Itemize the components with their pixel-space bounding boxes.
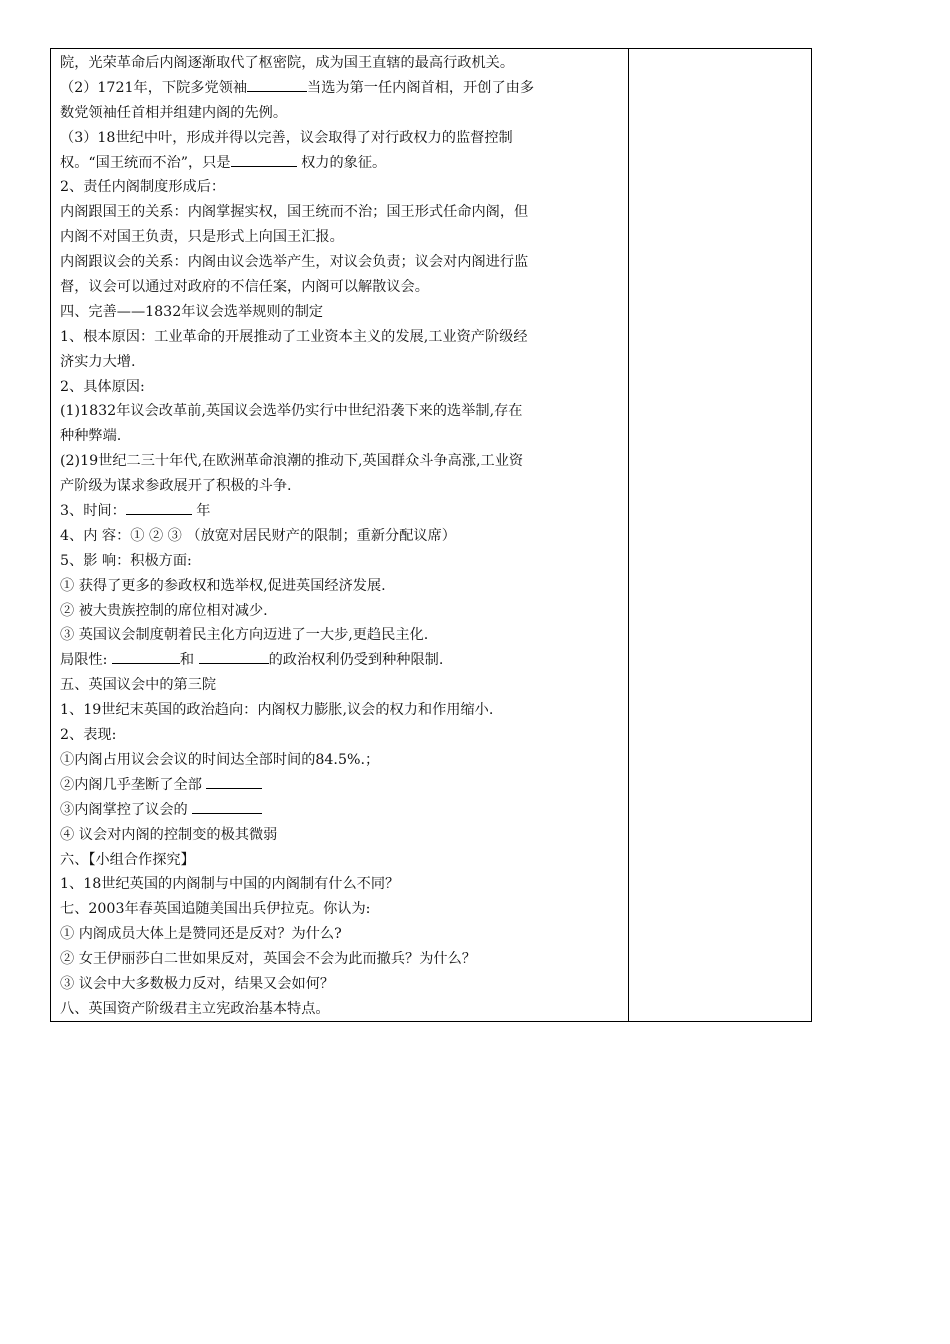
text-line: ① 获得了更多的参政权和选举权,促进英国经济发展. <box>60 577 386 594</box>
text-line: （2）1721年，下院多党领袖 当选为第一任内阁首相，开创了由多 <box>60 76 622 101</box>
text-line: ② 被大贵族控制的席位相对减少. <box>60 602 268 619</box>
content-column <box>51 49 629 1021</box>
fill-blank[interactable] <box>199 648 269 664</box>
text-line: ①内阁占用议会会议的时间达全部时间的84.5%.； <box>60 751 380 768</box>
text-line: 1、根本原因：工业革命的开展推动了工业资本主义的发展,工业资产阶级经 <box>60 328 528 345</box>
text-line: 督，议会可以通过对政府的不信任案，内阁可以解散议会。 <box>60 279 429 296</box>
worksheet-table <box>50 48 812 1022</box>
section-heading: 六、【小组合作探究】 <box>60 851 195 868</box>
text-line: 1、19世纪末英国的政治趋向：内阁权力膨胀,议会的权力和作用缩小. <box>60 702 494 719</box>
text-line: (2)19世纪二三十年代,在欧洲革命浪潮的推动下,英国群众斗争高涨,工业资 <box>60 453 524 470</box>
text-line: ④ 议会对内阁的控制变的极其微弱 <box>60 826 278 843</box>
text-line: 产阶级为谋求参政展开了积极的斗争. <box>60 478 292 495</box>
text-line: 3、时间： 年 <box>60 499 622 524</box>
text-line: 1、18世纪英国的内阁制与中国的内阁制有什么不同？ <box>60 876 400 893</box>
text-line: 院，光荣革命后内阁逐渐取代了枢密院，成为国王直辖的最高行政机关。 <box>60 55 515 71</box>
text-line: （3）18世纪中叶，形成并得以完善，议会取得了对行政权力的监督控制 <box>60 129 513 146</box>
fill-blank[interactable] <box>231 151 297 167</box>
text-line: (1)1832年议会改革前,英国议会选举仍实行中世纪沿袭下来的选举制,存在 <box>60 403 523 420</box>
notes-column <box>629 49 811 1021</box>
section-heading: 七、2003年春英国追随美国出兵伊拉克。你认为: <box>60 901 371 918</box>
text-line: 内阁跟国王的关系：内阁掌握实权，国王统而不治；国王形式任命内阁，但 <box>60 204 529 221</box>
fill-blank[interactable] <box>112 648 180 664</box>
text-line: 种种弊端. <box>60 428 122 445</box>
text-line: 4、内 容：① ② ③ （放宽对居民财产的限制；重新分配议席） <box>60 527 456 544</box>
text-line: 济实力大增. <box>60 353 136 370</box>
fill-blank[interactable] <box>206 773 262 789</box>
text-line: 权。“国王统而不治”，只是 权力的象征。 <box>60 151 622 176</box>
fill-blank[interactable] <box>247 76 307 92</box>
text-line: ③ 议会中大多数极力反对，结果又会如何？ <box>60 975 335 992</box>
text-line: 5、影 响：积极方面: <box>60 552 192 569</box>
text-line: 2、具体原因: <box>60 378 145 395</box>
text-line: 内阁跟议会的关系：内阁由议会选举产生，对议会负责；议会对内阁进行监 <box>60 254 529 271</box>
text-line: 2、责任内阁制度形成后： <box>60 179 226 196</box>
text-line: ② 女王伊丽莎白二世如果反对，英国会不会为此而撤兵？为什么？ <box>60 951 476 968</box>
fill-blank[interactable] <box>192 798 262 814</box>
text-line: ③内阁掌控了议会的 <box>60 798 622 823</box>
text-line: 局限性: 和 的政治权利仍受到种种限制. <box>60 648 622 673</box>
text-line: 2、表现: <box>60 727 117 744</box>
fill-blank[interactable] <box>126 499 192 515</box>
text-line: ③ 英国议会制度朝着民主化方向迈进了一大步,更趋民主化. <box>60 627 429 644</box>
text-line: 内阁不对国王负责，只是形式上向国王汇报。 <box>60 229 344 246</box>
text-line: ②内阁几乎垄断了全部 <box>60 773 622 798</box>
section-heading: 四、完善——1832年议会选举规则的制定 <box>60 303 324 320</box>
text-line: ① 内阁成员大体上是赞同还是反对？为什么? <box>60 926 342 943</box>
section-heading: 五、英国议会中的第三院 <box>60 677 217 694</box>
text-line: 数党领袖任首相并组建内阁的先例。 <box>60 104 288 121</box>
section-heading: 八、英国资产阶级君主立宪政治基本特点。 <box>60 1000 330 1017</box>
